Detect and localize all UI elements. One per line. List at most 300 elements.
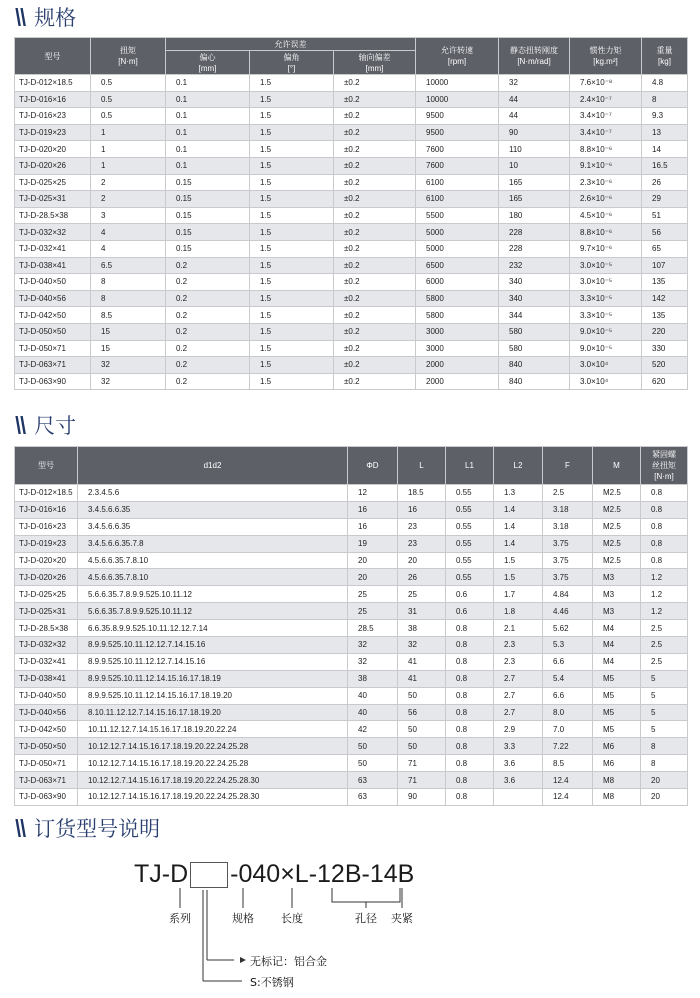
table-cell: 9500	[416, 108, 499, 125]
table-cell: 3.0×10⁻⁵	[570, 257, 642, 274]
table-row	[15, 124, 688, 141]
table-cell: 0.1	[166, 75, 250, 92]
table-cell: TJ-D-040×56	[15, 704, 78, 721]
table-cell: ±0.2	[334, 207, 416, 224]
col-allowable-error: 允许误差	[166, 38, 416, 51]
table-cell: 580	[499, 323, 570, 340]
table-row	[15, 207, 688, 224]
table-cell: 0.2	[166, 307, 250, 324]
table-cell: TJ-D-032×41	[15, 653, 78, 670]
table-cell: 344	[499, 307, 570, 324]
table-cell: 0.15	[166, 240, 250, 257]
table-cell: 10000	[416, 75, 499, 92]
table-cell: 1.5	[250, 290, 334, 307]
table-cell: 3000	[416, 323, 499, 340]
table-cell: 0.15	[166, 174, 250, 191]
table-cell: M2.5	[593, 552, 641, 569]
table-cell: 5	[641, 704, 688, 721]
table-cell: 20	[348, 552, 398, 569]
dim-section-title	[14, 410, 76, 440]
col-l: L	[398, 447, 446, 485]
table-cell: 3.4.5.6.6.35	[78, 501, 348, 518]
table-cell: 3.0×10⁴	[570, 357, 642, 374]
table-cell: 28.5	[348, 620, 398, 637]
table-cell: 20	[348, 569, 398, 586]
table-cell: 1.5	[250, 174, 334, 191]
table-cell: TJ-D-016×23	[15, 108, 91, 125]
table-cell: 0.1	[166, 141, 250, 158]
table-cell: 0.8	[641, 485, 688, 502]
code-rest: -040×L-12B-14B	[230, 860, 415, 888]
table-cell: TJ-D-038×41	[15, 670, 78, 687]
table-cell: ±0.2	[334, 75, 416, 92]
table-cell: 1	[91, 124, 166, 141]
table-cell: 330	[642, 340, 688, 357]
table-cell: 8.8×10⁻⁶	[570, 224, 642, 241]
table-cell: 1	[91, 141, 166, 158]
table-cell: 107	[642, 257, 688, 274]
table-cell: 1.5	[250, 141, 334, 158]
table-cell: 1.2	[641, 569, 688, 586]
table-cell: 8.9.9.525.10.11.12.12.7.14.15.16	[78, 637, 348, 654]
table-cell: 50	[398, 687, 446, 704]
label-bore: 孔径	[355, 912, 377, 925]
table-cell: 8	[641, 755, 688, 772]
table-cell: TJ-D-016×23	[15, 518, 78, 535]
table-cell: 0.8	[446, 670, 494, 687]
table-cell: 9.0×10⁻⁵	[570, 323, 642, 340]
table-cell: 50	[398, 721, 446, 738]
table-cell: 1.5	[250, 307, 334, 324]
table-cell: ±0.2	[334, 323, 416, 340]
table-cell: 7.6×10⁻⁸	[570, 75, 642, 92]
table-cell: 3.75	[543, 569, 593, 586]
table-cell: 3.3×10⁻⁵	[570, 307, 642, 324]
table-row	[15, 191, 688, 208]
table-cell: 0.2	[166, 274, 250, 291]
table-cell: 3.0×10⁴	[570, 373, 642, 390]
table-cell: 1.5	[250, 75, 334, 92]
table-cell: 32	[499, 75, 570, 92]
table-cell: 1.2	[641, 603, 688, 620]
table-cell: 340	[499, 274, 570, 291]
table-cell: TJ-D-063×71	[15, 357, 91, 374]
table-cell: 50	[348, 755, 398, 772]
table-cell: 0.1	[166, 108, 250, 125]
table-cell: 1.5	[250, 207, 334, 224]
table-cell: 0.15	[166, 224, 250, 241]
table-cell: 40	[348, 704, 398, 721]
table-cell: ±0.2	[334, 357, 416, 374]
table-cell: TJ-D-032×32	[15, 224, 91, 241]
table-cell: 0.5	[91, 91, 166, 108]
table-cell: 6500	[416, 257, 499, 274]
table-cell: 41	[398, 670, 446, 687]
spec-section-title	[14, 2, 76, 32]
table-cell: 2.9	[494, 721, 543, 738]
table-cell: 15	[91, 323, 166, 340]
double-slash-icon: \\	[12, 412, 26, 438]
col-screw-torque: 紧固螺 丝扭矩 [N·m]	[641, 447, 688, 485]
table-cell: 3.6	[494, 755, 543, 772]
table-cell	[494, 789, 543, 806]
table-cell: 4.46	[543, 603, 593, 620]
table-row	[15, 586, 688, 603]
col-eccentric: 偏心 [mm]	[166, 51, 250, 75]
table-cell: 5.62	[543, 620, 593, 637]
table-cell: 8.10.11.12.12.7.14.15.16.17.18.19.20	[78, 704, 348, 721]
table-row	[15, 535, 688, 552]
table-cell: M6	[593, 755, 641, 772]
table-cell: 1.5	[250, 357, 334, 374]
table-cell: 18.5	[398, 485, 446, 502]
table-cell: 3.18	[543, 501, 593, 518]
table-cell: M3	[593, 569, 641, 586]
table-cell: 5000	[416, 224, 499, 241]
table-cell: 232	[499, 257, 570, 274]
table-row	[15, 274, 688, 291]
table-cell: 2000	[416, 373, 499, 390]
table-cell: 2	[91, 191, 166, 208]
table-cell: 0.1	[166, 157, 250, 174]
col-l1: L1	[446, 447, 494, 485]
table-cell: 50	[348, 738, 398, 755]
table-cell: TJ-D-019×23	[15, 535, 78, 552]
table-cell: 840	[499, 357, 570, 374]
table-cell: 12.4	[543, 772, 593, 789]
table-cell: 8.9.9.525.10.11.12.14.15.16.17.18.19	[78, 670, 348, 687]
col-model: 型号	[15, 447, 78, 485]
table-cell: 20	[641, 772, 688, 789]
table-cell: 1.5	[494, 552, 543, 569]
table-cell: ±0.2	[334, 340, 416, 357]
table-cell: 32	[348, 637, 398, 654]
table-cell: 1.3	[494, 485, 543, 502]
table-cell: ±0.2	[334, 108, 416, 125]
table-cell: 38	[398, 620, 446, 637]
table-cell: ±0.2	[334, 373, 416, 390]
table-cell: ±0.2	[334, 290, 416, 307]
table-cell: 25	[348, 603, 398, 620]
table-cell: TJ-D-063×71	[15, 772, 78, 789]
table-cell: 8.5	[91, 307, 166, 324]
table-cell: M3	[593, 603, 641, 620]
table-cell: 4.5.6.6.35.7.8.10	[78, 552, 348, 569]
table-cell: 1.4	[494, 501, 543, 518]
table-cell: 135	[642, 307, 688, 324]
table-cell: 32	[91, 357, 166, 374]
table-cell: ±0.2	[334, 307, 416, 324]
table-cell: 14	[642, 141, 688, 158]
table-row	[15, 518, 688, 535]
col-f: F	[543, 447, 593, 485]
col-inertia: 惯性力矩 [kg.m²]	[570, 38, 642, 75]
table-cell: 8.8×10⁻⁶	[570, 141, 642, 158]
table-cell: 8.0	[543, 704, 593, 721]
label-unmarked-aluminum: 无标记：铝合金	[250, 955, 327, 968]
table-cell: 3.0×10⁻⁵	[570, 274, 642, 291]
table-cell: 2.1	[494, 620, 543, 637]
table-cell: 8.9.9.525.10.11.12.14.15.16.17.18.19.20	[78, 687, 348, 704]
table-cell: 6.6	[543, 653, 593, 670]
table-cell: TJ-D-032×41	[15, 240, 91, 257]
table-row	[15, 290, 688, 307]
table-cell: ±0.2	[334, 274, 416, 291]
table-cell: 50	[398, 738, 446, 755]
table-cell: TJ-D-050×50	[15, 738, 78, 755]
table-cell: TJ-D-020×26	[15, 157, 91, 174]
table-cell: 15	[91, 340, 166, 357]
table-cell: 165	[499, 174, 570, 191]
table-cell: ±0.2	[334, 174, 416, 191]
double-slash-icon: \\	[12, 4, 26, 30]
col-axial: 轴向偏差 [mm]	[334, 51, 416, 75]
table-cell: M2.5	[593, 518, 641, 535]
table-cell: 1.5	[250, 224, 334, 241]
table-cell: M5	[593, 670, 641, 687]
table-cell: 5.3	[543, 637, 593, 654]
table-cell: 0.8	[641, 501, 688, 518]
table-cell: 1.5	[250, 191, 334, 208]
table-cell: TJ-D-020×20	[15, 141, 91, 158]
spec-title-text: 规格	[34, 6, 77, 30]
table-cell: 2.7	[494, 687, 543, 704]
table-cell: 3.4.5.6.6.35.7.8	[78, 535, 348, 552]
table-row	[15, 653, 688, 670]
table-cell: ±0.2	[334, 224, 416, 241]
table-row	[15, 637, 688, 654]
table-cell: 0.8	[446, 704, 494, 721]
table-cell: 42	[348, 721, 398, 738]
table-cell: 16	[348, 518, 398, 535]
table-cell: 5	[641, 687, 688, 704]
table-row	[15, 174, 688, 191]
spec-table	[14, 37, 688, 390]
table-row	[15, 603, 688, 620]
double-slash-icon: \\	[12, 815, 26, 841]
table-cell: 10.12.12.7.14.15.16.17.18.19.20.22.24.25.28.30	[78, 772, 348, 789]
table-cell: 44	[499, 91, 570, 108]
table-cell: 1.7	[494, 586, 543, 603]
table-cell: 3.4×10⁻⁷	[570, 124, 642, 141]
table-cell: 0.8	[446, 789, 494, 806]
table-cell: 2.6×10⁻⁶	[570, 191, 642, 208]
table-cell: 110	[499, 141, 570, 158]
col-phid: ΦD	[348, 447, 398, 485]
table-cell: TJ-D-025×25	[15, 174, 91, 191]
table-cell: 63	[348, 772, 398, 789]
table-cell: 41	[398, 653, 446, 670]
table-cell: 0.55	[446, 569, 494, 586]
table-cell: 4	[91, 240, 166, 257]
table-cell: 5.6.6.35.7.8.9.9.525.10.11.12	[78, 586, 348, 603]
table-cell: 1.5	[250, 274, 334, 291]
table-cell: 3000	[416, 340, 499, 357]
table-cell: 0.5	[91, 108, 166, 125]
table-cell: 5000	[416, 240, 499, 257]
table-cell: 23	[398, 518, 446, 535]
code-prefix: TJ-D	[134, 860, 189, 888]
table-cell: 228	[499, 240, 570, 257]
table-cell: 5.4	[543, 670, 593, 687]
table-cell: 8	[642, 91, 688, 108]
table-cell: 7.22	[543, 738, 593, 755]
table-row	[15, 687, 688, 704]
table-cell: TJ-D-025×31	[15, 191, 91, 208]
table-cell: 0.1	[166, 124, 250, 141]
table-cell: 8	[91, 274, 166, 291]
table-cell: 25	[348, 586, 398, 603]
table-row	[15, 755, 688, 772]
table-cell: 0.8	[446, 637, 494, 654]
col-model: 型号	[15, 38, 91, 75]
table-cell: M3	[593, 586, 641, 603]
table-cell: 13	[642, 124, 688, 141]
label-clamp: 夹紧	[391, 912, 413, 925]
table-cell: 20	[398, 552, 446, 569]
table-cell: TJ-D-025×25	[15, 586, 78, 603]
table-cell: 220	[642, 323, 688, 340]
table-cell: TJ-D-063×90	[15, 373, 91, 390]
table-row	[15, 721, 688, 738]
col-m: M	[593, 447, 641, 485]
table-cell: TJ-D-28.5×38	[15, 207, 91, 224]
table-cell: 180	[499, 207, 570, 224]
table-cell: 9.0×10⁻⁵	[570, 340, 642, 357]
table-cell: 3.75	[543, 552, 593, 569]
table-cell: 10	[499, 157, 570, 174]
table-cell: TJ-D-050×50	[15, 323, 91, 340]
table-cell: 1.5	[250, 108, 334, 125]
table-cell: M5	[593, 704, 641, 721]
table-cell: ±0.2	[334, 141, 416, 158]
table-row	[15, 357, 688, 374]
table-cell: 0.8	[641, 552, 688, 569]
table-cell: 1.5	[250, 323, 334, 340]
table-cell: 6.5	[91, 257, 166, 274]
table-row	[15, 670, 688, 687]
table-row	[15, 240, 688, 257]
table-cell: TJ-D-050×71	[15, 755, 78, 772]
table-cell: 520	[642, 357, 688, 374]
table-row	[15, 108, 688, 125]
table-cell: 0.8	[446, 738, 494, 755]
table-cell: TJ-D-032×32	[15, 637, 78, 654]
table-cell: 32	[91, 373, 166, 390]
table-cell: 19	[348, 535, 398, 552]
table-cell: TJ-D-020×26	[15, 569, 78, 586]
table-cell: 9500	[416, 124, 499, 141]
table-cell: ±0.2	[334, 191, 416, 208]
table-cell: 6100	[416, 191, 499, 208]
table-cell: 2.3	[494, 637, 543, 654]
table-row	[15, 552, 688, 569]
table-cell: M4	[593, 653, 641, 670]
table-cell: 29	[642, 191, 688, 208]
table-cell: 2.5	[641, 620, 688, 637]
table-cell: 40	[348, 687, 398, 704]
table-cell: 10.12.12.7.14.15.16.17.18.19.20.22.24.25.28	[78, 755, 348, 772]
table-row	[15, 772, 688, 789]
table-cell: TJ-D-040×50	[15, 687, 78, 704]
table-cell: 0.8	[446, 687, 494, 704]
table-row	[15, 257, 688, 274]
table-cell: 8.9.9.525.10.11.12.12.7.14.15.16	[78, 653, 348, 670]
table-cell: 2.3.4.5.6	[78, 485, 348, 502]
table-cell: 2	[91, 174, 166, 191]
table-cell: ±0.2	[334, 240, 416, 257]
table-cell: 0.2	[166, 290, 250, 307]
table-cell: 1.5	[250, 340, 334, 357]
table-cell: 3.3	[494, 738, 543, 755]
table-cell: M4	[593, 620, 641, 637]
table-cell: 23	[398, 535, 446, 552]
table-cell: 3.4.5.6.6.35	[78, 518, 348, 535]
table-cell: 1.2	[641, 586, 688, 603]
table-cell: 0.2	[166, 323, 250, 340]
table-cell: 6.6	[543, 687, 593, 704]
table-cell: 26	[642, 174, 688, 191]
table-cell: 2.4×10⁻⁷	[570, 91, 642, 108]
table-cell: TJ-D-050×71	[15, 340, 91, 357]
table-cell: 3.3×10⁻⁵	[570, 290, 642, 307]
table-row	[15, 373, 688, 390]
table-row	[15, 620, 688, 637]
table-cell: 90	[398, 789, 446, 806]
table-cell: 1	[91, 157, 166, 174]
table-cell: 142	[642, 290, 688, 307]
order-title-text: 订货型号说明	[34, 817, 161, 841]
table-cell: M2.5	[593, 535, 641, 552]
table-cell: 26	[398, 569, 446, 586]
table-cell: 6100	[416, 174, 499, 191]
order-section-title	[14, 813, 160, 843]
table-cell: 10.11.12.12.7.14.15.16.17.18.19.20.22.24	[78, 721, 348, 738]
table-cell: 1.5	[250, 124, 334, 141]
table-cell: 25	[398, 586, 446, 603]
label-length: 长度	[281, 912, 303, 925]
table-cell: 4.8	[642, 75, 688, 92]
table-cell: 3	[91, 207, 166, 224]
table-cell: 1.5	[494, 569, 543, 586]
table-cell: 12	[348, 485, 398, 502]
table-cell: 165	[499, 191, 570, 208]
table-row	[15, 224, 688, 241]
table-cell: ±0.2	[334, 91, 416, 108]
col-stiffness: 静态扭转刚度 [N·m/rad]	[499, 38, 570, 75]
table-cell: 2.5	[641, 653, 688, 670]
table-cell: 0.8	[446, 620, 494, 637]
table-cell: 10.12.12.7.14.15.16.17.18.19.20.22.24.25.28	[78, 738, 348, 755]
table-cell: 4	[91, 224, 166, 241]
table-row	[15, 738, 688, 755]
table-cell: 38	[348, 670, 398, 687]
col-l2: L2	[494, 447, 543, 485]
table-cell: 16	[348, 501, 398, 518]
table-cell: 0.5	[91, 75, 166, 92]
table-cell: 5.6.6.35.7.8.9.9.525.10.11.12	[78, 603, 348, 620]
table-cell: 2000	[416, 357, 499, 374]
table-cell: 0.2	[166, 357, 250, 374]
table-cell: ±0.2	[334, 124, 416, 141]
table-cell: 4.84	[543, 586, 593, 603]
table-cell: TJ-D-042×50	[15, 307, 91, 324]
table-cell: 0.55	[446, 501, 494, 518]
table-cell: 0.15	[166, 191, 250, 208]
table-cell: 16.5	[642, 157, 688, 174]
table-cell: 3.75	[543, 535, 593, 552]
table-cell: 1.4	[494, 535, 543, 552]
